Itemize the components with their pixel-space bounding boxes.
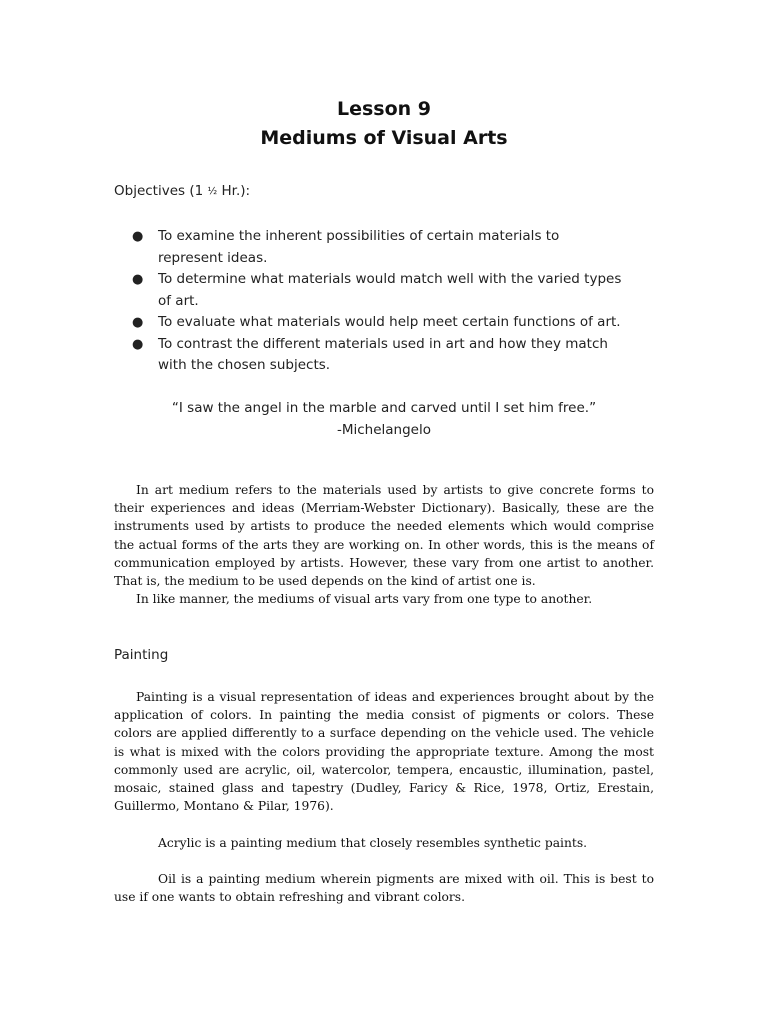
paragraph-line: instruments used by artists to produce the needed elements which would comprise — [114, 519, 654, 534]
paragraph-line: colors are applied differently to a surface depending on the vehicle used. The vehicle — [114, 726, 654, 741]
painting-paragraph — [114, 688, 654, 815]
objective-line: To determine what materials would match well with the varied types — [158, 271, 622, 287]
objective-line: with the chosen subjects. — [158, 357, 331, 373]
intro-paragraph — [114, 481, 654, 590]
paragraph-line: communication employed by artists. However, these vary from one artist to another. — [114, 555, 654, 570]
objective-item — [132, 312, 652, 334]
quote-block — [0, 398, 768, 441]
objectives-label-prefix: Objectives (1 — [114, 183, 208, 199]
objective-item — [132, 334, 652, 377]
bullet-icon: ● — [132, 315, 144, 330]
paragraph-line: is what is mixed with the colors providing the appropriate texture. Among the most — [114, 744, 654, 759]
objective-line: To examine the inherent possibilities of certain materials to — [158, 228, 560, 244]
bullet-icon: ● — [132, 336, 144, 352]
bullet-icon: ● — [132, 229, 144, 244]
objectives-label-suffix: Hr.): — [217, 183, 251, 199]
paragraph-line: Painting is a visual representation of ideas and experiences brought about by the — [136, 690, 654, 704]
oil-paragraph — [114, 870, 654, 906]
objective-line: To evaluate what materials would help meet certain functions of art. — [158, 314, 621, 330]
section-heading-painting: Painting — [114, 647, 169, 663]
paragraph-line: In art medium refers to the materials used by artists to give concrete forms to — [136, 483, 654, 497]
lesson-title: Mediums of Visual Arts — [260, 127, 508, 149]
paragraph-line: That is, the medium to be used depends on the kind of artist one is. — [114, 574, 536, 589]
objectives-list — [132, 226, 652, 377]
intro-second-paragraph — [114, 590, 654, 608]
paragraph-line: commonly used are acrylic, oil, watercolor, tempera, encaustic, illumination, pastel, — [114, 762, 654, 777]
paragraph-line: application of colors. In painting the media consist of pigments or colors. These — [114, 708, 654, 723]
objective-line: represent ideas. — [158, 249, 268, 266]
paragraph-line: Guillermo, Montano & Pilar, 1976). — [114, 799, 334, 814]
paragraph-line: Oil is a painting medium wherein pigments are mixed with oil. This is best to — [158, 872, 654, 886]
objectives-heading — [114, 183, 250, 199]
objective-item — [132, 226, 652, 269]
paragraph-line: the actual forms of the arts they are working on. In other words, this is the means of — [114, 537, 654, 552]
acrylic-paragraph — [114, 834, 654, 852]
objective-line: of art. — [158, 292, 199, 309]
objective-line: To contrast the different materials used in art and how they match — [158, 335, 608, 352]
paragraph-line: their experiences and ideas (Merriam-Webster Dictionary). Basically, these are the — [114, 501, 654, 516]
lesson-number: Lesson 9 — [336, 98, 432, 120]
objective-item — [132, 269, 652, 312]
paragraph-line: In like manner, the mediums of visual arts vary from one type to another. — [136, 592, 593, 606]
paragraph-line: use if one wants to obtain refreshing and vibrant colors. — [114, 890, 466, 905]
objectives-fraction: ½ — [207, 186, 218, 197]
paragraph-line: Acrylic is a painting medium that closely resembles synthetic paints. — [158, 836, 588, 850]
quote-author: -Michelangelo — [336, 421, 432, 438]
quote-text: “I saw the angel in the marble and carved until I set him free.” — [171, 400, 597, 416]
paragraph-line: mosaic, stained glass and tapestry (Dudley, Faricy & Rice, 1978, Ortiz, Erestain, — [114, 781, 654, 796]
bullet-icon: ● — [132, 272, 144, 287]
